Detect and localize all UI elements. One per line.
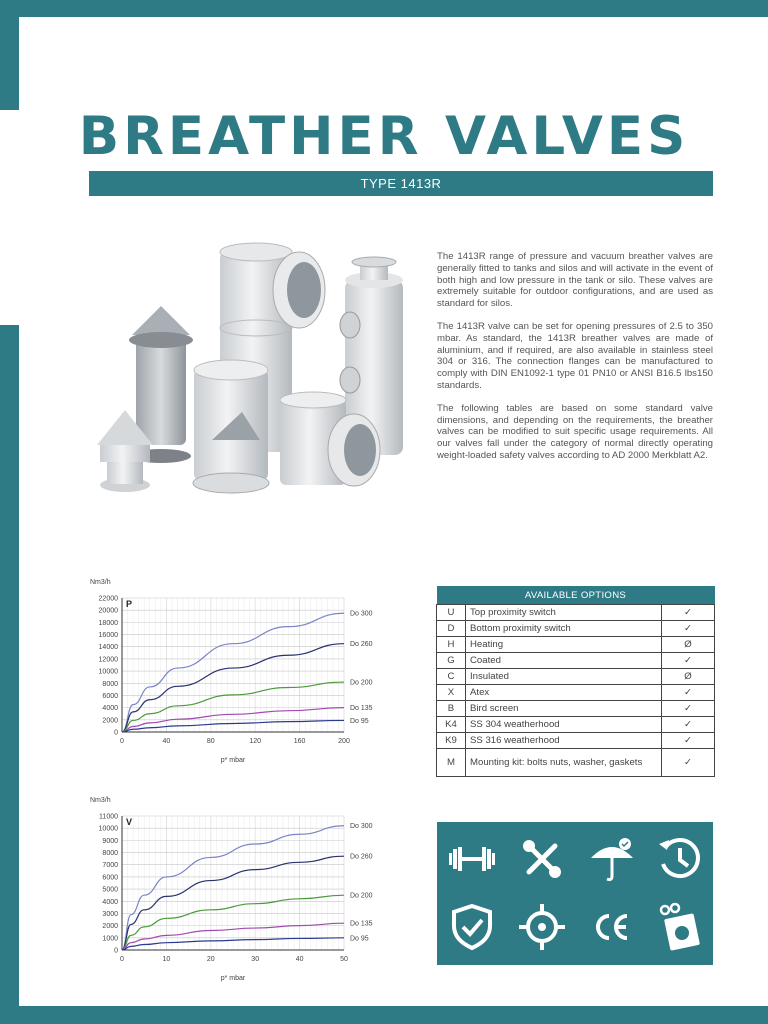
option-value: ✓ [662, 717, 715, 733]
option-row [437, 749, 715, 777]
y-tick-label: 10000 [98, 825, 118, 833]
product-photo [92, 240, 412, 505]
y-tick-label: 2000 [102, 923, 118, 931]
x-tick-label: 40 [295, 956, 304, 963]
option-code: G [437, 653, 466, 669]
options-table [436, 586, 715, 777]
series-label: Do 200 [350, 679, 373, 687]
shield-check-icon [447, 902, 497, 952]
y-tick-label: 14000 [98, 644, 118, 652]
option-value: ✓ [662, 685, 715, 701]
y-tick-label: 10000 [98, 668, 118, 676]
y-tick-label: 0 [114, 729, 118, 737]
option-row [437, 637, 715, 653]
crosshair-icon [517, 902, 567, 952]
vacuum-flow-chart [80, 792, 410, 990]
description-paragraph: The following tables are based on some standard valve dimensions, and depending on the requirements, the breather valves can be modified to suit specific usage requirements. All our valves fall under the category of normal directly operating weight-loaded safety valves according to AD 2000 Merkblatt A2. [437, 402, 713, 461]
tools-icon [517, 834, 567, 884]
option-code: K9 [437, 733, 466, 749]
pressure-flow-chart [80, 574, 410, 774]
y-tick-label: 1000 [102, 935, 118, 943]
x-tick-label: 50 [340, 956, 348, 963]
option-label: Insulated [466, 669, 662, 685]
option-value: ✓ [662, 621, 715, 637]
y-tick-label: 22000 [98, 595, 118, 603]
panel-label: V [126, 817, 133, 827]
y-tick-label: 7000 [102, 862, 118, 870]
option-value: ✓ [662, 701, 715, 717]
x-tick-label: 200 [338, 738, 350, 745]
option-code: K4 [437, 717, 466, 733]
series-label: Do 135 [350, 705, 373, 713]
option-label: Heating [466, 637, 662, 653]
umbrella-check-icon [587, 834, 637, 884]
dumbbell-icon [447, 834, 497, 884]
options-table-header: AVAILABLE OPTIONS [437, 586, 715, 605]
x-tick-label: 40 [162, 738, 171, 745]
option-code: C [437, 669, 466, 685]
feature-icons-panel [437, 822, 713, 965]
series-label: Do 135 [350, 920, 373, 928]
y-tick-label: 8000 [102, 850, 118, 858]
option-row [437, 733, 715, 749]
option-label: Atex [466, 685, 662, 701]
series-label: Do 300 [350, 610, 373, 618]
option-value: ✓ [662, 605, 715, 621]
description [437, 251, 713, 473]
option-code: B [437, 701, 466, 717]
y-tick-label: 0 [114, 947, 118, 955]
option-value: Ø [662, 637, 715, 653]
x-tick-label: 120 [249, 738, 262, 745]
y-tick-label: 2000 [102, 717, 118, 725]
y-tick-label: 20000 [98, 607, 118, 615]
y-tick-label: 12000 [98, 656, 118, 664]
series-label: Do 95 [350, 717, 369, 725]
top-accent-bar [0, 0, 768, 17]
option-row [437, 621, 715, 637]
y-tick-label: 6000 [102, 874, 118, 882]
option-label: Coated [466, 653, 662, 669]
y-tick-label: 16000 [98, 632, 118, 640]
y-tick-label: 3000 [102, 910, 118, 918]
series-label: Do 200 [350, 892, 373, 900]
option-code: U [437, 605, 466, 621]
option-code: X [437, 685, 466, 701]
page-title: BREATHER VALVES [78, 106, 690, 167]
y-axis-label: Nm3/h [90, 797, 111, 804]
series-label: Do 260 [350, 641, 373, 649]
option-label: Bottom proximity switch [466, 621, 662, 637]
y-tick-label: 8000 [102, 680, 118, 688]
series-label: Do 300 [350, 823, 373, 831]
x-axis-label: p* mbar [220, 757, 246, 764]
y-tick-label: 4000 [102, 705, 118, 713]
option-label: SS 304 weatherhood [466, 717, 662, 733]
option-row [437, 701, 715, 717]
option-row [437, 685, 715, 701]
option-value: ✓ [662, 733, 715, 749]
option-value: ✓ [662, 653, 715, 669]
option-row [437, 605, 715, 621]
x-tick-label: 160 [293, 738, 306, 745]
panel-label: P [126, 599, 133, 609]
option-value: ✓ [662, 749, 715, 777]
option-row [437, 717, 715, 733]
option-row [437, 653, 715, 669]
description-paragraph: The 1413R range of pressure and vacuum breather valves are generally fitted to tanks and silos and will activate in the event of both high and low pressure in the tank or silo. These valves are extremely suitable for outdoor configurations, and are used as standard for silos. [437, 251, 713, 310]
series-label: Do 95 [350, 935, 369, 943]
money-scissors-icon [655, 902, 705, 952]
y-tick-label: 11000 [99, 813, 118, 821]
y-axis-label: Nm3/h [90, 579, 111, 586]
option-row [437, 669, 715, 685]
option-label: SS 316 weatherhood [466, 733, 662, 749]
history-clock-icon [655, 834, 705, 884]
y-tick-label: 4000 [102, 898, 118, 906]
y-tick-label: 5000 [102, 886, 118, 894]
option-code: H [437, 637, 466, 653]
series-label: Do 260 [350, 853, 373, 861]
y-tick-label: 6000 [102, 692, 118, 700]
bottom-accent-bar [0, 1006, 768, 1024]
ce-mark-icon [587, 902, 637, 952]
option-label: Mounting kit: bolts nuts, washer, gaskets [466, 749, 662, 777]
x-tick-label: 30 [251, 956, 260, 963]
x-tick-label: 0 [120, 956, 124, 963]
y-tick-label: 18000 [98, 619, 118, 627]
x-tick-label: 80 [206, 738, 215, 745]
option-code: D [437, 621, 466, 637]
option-value: Ø [662, 669, 715, 685]
x-tick-label: 0 [120, 738, 124, 745]
y-tick-label: 9000 [102, 837, 118, 845]
left-accent-bar-bottom [0, 325, 19, 1024]
option-code: M [437, 749, 466, 777]
left-accent-bar-top [0, 0, 19, 110]
x-axis-label: p* mbar [220, 975, 246, 982]
option-label: Top proximity switch [466, 605, 662, 621]
description-paragraph: The 1413R valve can be set for opening pressures of 2.5 to 350 mbar. As standard, the 1413R breather valves are made of aluminium, and if required, are also available in stainless steel 304 or 316. The connection flanges can be manufactured to comply with DIN EN1092-1 type 01 PN10 or ANSI B16.5 lbs150 standards. [437, 320, 713, 391]
type-banner: TYPE 1413R [89, 171, 713, 196]
x-tick-label: 10 [162, 956, 171, 963]
x-tick-label: 20 [206, 956, 215, 963]
option-label: Bird screen [466, 701, 662, 717]
